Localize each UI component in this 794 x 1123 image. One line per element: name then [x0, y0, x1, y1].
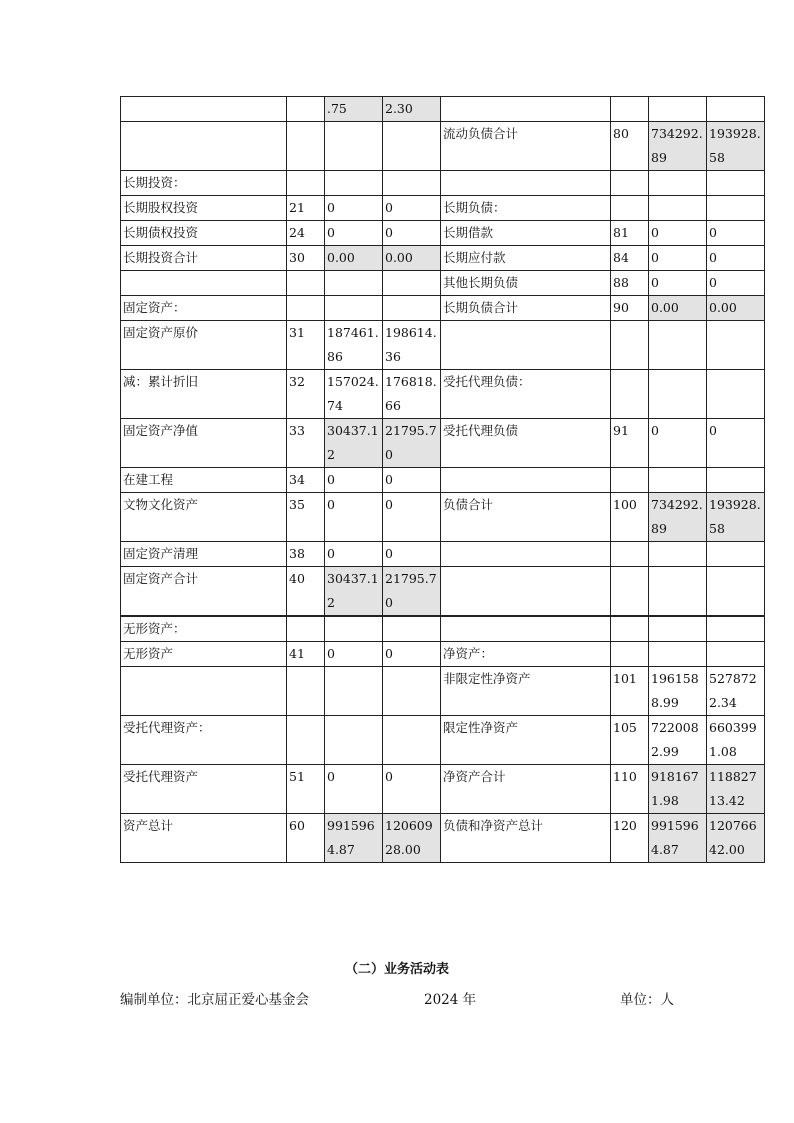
table-cell: [441, 617, 611, 642]
table-cell: [325, 716, 383, 765]
table-cell: [611, 617, 649, 642]
table-cell: 固定资产清理: [121, 542, 287, 567]
table-cell: 0: [707, 271, 765, 296]
table-cell: 减：累计折旧: [121, 370, 287, 419]
compiling-unit: 编制单位：北京屈正爱心基金会: [120, 992, 309, 1008]
table-cell: [707, 567, 765, 616]
table-row: [121, 221, 765, 246]
table-row: [121, 122, 765, 171]
table-cell: 资产总计: [121, 814, 287, 863]
table-row: [121, 814, 765, 863]
table-cell: [649, 567, 707, 616]
table-cell: 32: [287, 370, 325, 419]
table-cell: 33: [287, 419, 325, 468]
table-cell: [325, 667, 383, 716]
table-cell: [121, 122, 287, 171]
table-cell: 90: [611, 296, 649, 321]
table-cell: [325, 296, 383, 321]
table-cell: 24: [287, 221, 325, 246]
table-cell: 38: [287, 542, 325, 567]
table-cell: [441, 321, 611, 370]
table-cell: 734292.89: [649, 493, 707, 542]
table-cell: [649, 370, 707, 419]
table-cell: 110: [611, 765, 649, 814]
table-cell: 非限定性净资产: [441, 667, 611, 716]
table-cell: 文物文化资产: [121, 493, 287, 542]
table-cell: 41: [287, 642, 325, 667]
table-cell: [611, 196, 649, 221]
table-cell: 0: [707, 419, 765, 468]
table-cell: 0.00: [383, 246, 441, 271]
table-cell: 负债合计: [441, 493, 611, 542]
table-row: [121, 617, 765, 642]
table-row: [121, 296, 765, 321]
table-cell: 固定资产原价: [121, 321, 287, 370]
table-cell: 35: [287, 493, 325, 542]
table-row: [121, 642, 765, 667]
table-cell: 21795.70: [383, 419, 441, 468]
table-cell: 60: [287, 814, 325, 863]
table-cell: 0: [325, 196, 383, 221]
table-cell: [707, 196, 765, 221]
table-cell: 长期投资合计: [121, 246, 287, 271]
table-cell: [707, 617, 765, 642]
table-cell: 固定资产净值: [121, 419, 287, 468]
table-cell: 固定资产：: [121, 296, 287, 321]
table-cell: [287, 296, 325, 321]
table-cell: 31: [287, 321, 325, 370]
table-cell: 0: [649, 246, 707, 271]
table-row: [121, 246, 765, 271]
table-row: [121, 419, 765, 468]
table-cell: .75: [325, 97, 383, 122]
table-cell: 0: [707, 246, 765, 271]
table-cell: 0: [325, 765, 383, 814]
table-cell: [649, 97, 707, 122]
table-cell: [649, 468, 707, 493]
table-cell: 9915964.87: [649, 814, 707, 863]
table-cell: 无形资产：: [121, 617, 287, 642]
table-row: [121, 171, 765, 196]
table-cell: 9181671.98: [649, 765, 707, 814]
table-cell: 100: [611, 493, 649, 542]
table-cell: [441, 468, 611, 493]
table-cell: 固定资产合计: [121, 567, 287, 616]
table-cell: 受托代理负债: [441, 419, 611, 468]
table-cell: 157024.74: [325, 370, 383, 419]
table-cell: 51: [287, 765, 325, 814]
table-cell: 0: [325, 642, 383, 667]
table-cell: [649, 196, 707, 221]
table-cell: 187461.86: [325, 321, 383, 370]
table-cell: 1961588.99: [649, 667, 707, 716]
table-cell: 在建工程: [121, 468, 287, 493]
table-cell: [649, 642, 707, 667]
table-cell: [707, 321, 765, 370]
table-cell: 0: [383, 765, 441, 814]
table-cell: 0: [649, 271, 707, 296]
table-cell: [611, 468, 649, 493]
table-cell: 0: [383, 196, 441, 221]
unit-label: 单位：人: [620, 992, 674, 1008]
table-cell: [611, 171, 649, 196]
table-cell: 受托代理负债：: [441, 370, 611, 419]
table-cell: 其他长期负债: [441, 271, 611, 296]
table-cell: 受托代理资产: [121, 765, 287, 814]
table-cell: 734292.89: [649, 122, 707, 171]
table-cell: 流动负债合计: [441, 122, 611, 171]
table-cell: [441, 97, 611, 122]
table-row: [121, 493, 765, 542]
table-cell: 0: [325, 542, 383, 567]
table-cell: [383, 271, 441, 296]
table-cell: 0: [325, 493, 383, 542]
table-cell: [325, 171, 383, 196]
table-cell: 7220082.99: [649, 716, 707, 765]
table-cell: [383, 716, 441, 765]
table-cell: 40: [287, 567, 325, 616]
table-cell: [611, 370, 649, 419]
table-cell: 30437.12: [325, 567, 383, 616]
table-cell: [287, 716, 325, 765]
table-cell: 198614.36: [383, 321, 441, 370]
table-cell: [649, 617, 707, 642]
table-cell: 0: [383, 221, 441, 246]
section-title: （二）业务活动表: [344, 962, 449, 977]
table-cell: 88: [611, 271, 649, 296]
table-cell: 0.00: [325, 246, 383, 271]
table-cell: [707, 171, 765, 196]
table-cell: 193928.58: [707, 493, 765, 542]
table-cell: 11882713.42: [707, 765, 765, 814]
table-cell: [287, 667, 325, 716]
table-cell: 193928.58: [707, 122, 765, 171]
table-cell: [383, 122, 441, 171]
table-cell: 176818.66: [383, 370, 441, 419]
table-cell: [383, 667, 441, 716]
table-cell: [649, 321, 707, 370]
table-cell: 限定性净资产: [441, 716, 611, 765]
table-cell: 净资产合计: [441, 765, 611, 814]
table-cell: [383, 617, 441, 642]
table-cell: 长期股权投资: [121, 196, 287, 221]
table-row: [121, 765, 765, 814]
table-cell: [121, 271, 287, 296]
table-cell: [441, 171, 611, 196]
table-cell: [707, 468, 765, 493]
table-cell: [441, 542, 611, 567]
table-cell: 5278722.34: [707, 667, 765, 716]
table-cell: 9915964.87: [325, 814, 383, 863]
table-cell: [121, 667, 287, 716]
table-cell: [611, 642, 649, 667]
table-cell: [441, 567, 611, 616]
table-cell: [287, 97, 325, 122]
table-row: [121, 667, 765, 716]
table-cell: 0: [383, 468, 441, 493]
table-cell: [611, 567, 649, 616]
table-cell: 0.00: [707, 296, 765, 321]
table-cell: 30437.12: [325, 419, 383, 468]
table-cell: [707, 370, 765, 419]
table-cell: 0: [325, 468, 383, 493]
table-cell: 0: [649, 419, 707, 468]
table-cell: 0: [383, 493, 441, 542]
table-row: [121, 271, 765, 296]
table-cell: 2.30: [383, 97, 441, 122]
table-cell: [287, 617, 325, 642]
table-cell: [707, 542, 765, 567]
table-cell: [325, 617, 383, 642]
table-cell: 长期投资：: [121, 171, 287, 196]
table-cell: [287, 271, 325, 296]
table-cell: 净资产：: [441, 642, 611, 667]
table-cell: 0.00: [649, 296, 707, 321]
table-cell: 长期负债：: [441, 196, 611, 221]
table-row: [121, 542, 765, 567]
table-cell: [121, 97, 287, 122]
table-cell: [611, 97, 649, 122]
table-cell: 105: [611, 716, 649, 765]
table-cell: 30: [287, 246, 325, 271]
table-cell: 长期应付款: [441, 246, 611, 271]
table-cell: [707, 642, 765, 667]
table-cell: 21: [287, 196, 325, 221]
table-cell: 120: [611, 814, 649, 863]
table-row: [121, 468, 765, 493]
table-cell: [325, 271, 383, 296]
table-row: [121, 97, 765, 122]
table-cell: 长期债权投资: [121, 221, 287, 246]
table-cell: 91: [611, 419, 649, 468]
table-cell: [611, 542, 649, 567]
table-cell: 12060928.00: [383, 814, 441, 863]
table-row: [121, 716, 765, 765]
table-cell: [287, 122, 325, 171]
table-cell: 0: [649, 221, 707, 246]
table-cell: [383, 171, 441, 196]
table-cell: [707, 97, 765, 122]
table-cell: 负债和净资产总计: [441, 814, 611, 863]
table-cell: 0: [707, 221, 765, 246]
table-cell: 6603991.08: [707, 716, 765, 765]
report-year: 2024 年: [424, 992, 477, 1008]
table-cell: [383, 296, 441, 321]
table-cell: 84: [611, 246, 649, 271]
table-row: [121, 196, 765, 221]
table-cell: 21795.70: [383, 567, 441, 616]
table-cell: 101: [611, 667, 649, 716]
table-cell: 0: [383, 542, 441, 567]
table-cell: 12076642.00: [707, 814, 765, 863]
table-cell: [611, 321, 649, 370]
table-cell: 长期负债合计: [441, 296, 611, 321]
table-cell: [649, 171, 707, 196]
table-row: [121, 370, 765, 419]
table-cell: [325, 122, 383, 171]
table-cell: 81: [611, 221, 649, 246]
table-cell: [649, 542, 707, 567]
table-row: [121, 567, 765, 616]
table-cell: 80: [611, 122, 649, 171]
table-cell: 34: [287, 468, 325, 493]
table-cell: 0: [383, 642, 441, 667]
balance-sheet-table: [120, 96, 765, 863]
table-cell: 0: [325, 221, 383, 246]
table-cell: [287, 171, 325, 196]
table-row: [121, 321, 765, 370]
table-cell: 长期借款: [441, 221, 611, 246]
table-cell: 无形资产: [121, 642, 287, 667]
table-cell: 受托代理资产：: [121, 716, 287, 765]
